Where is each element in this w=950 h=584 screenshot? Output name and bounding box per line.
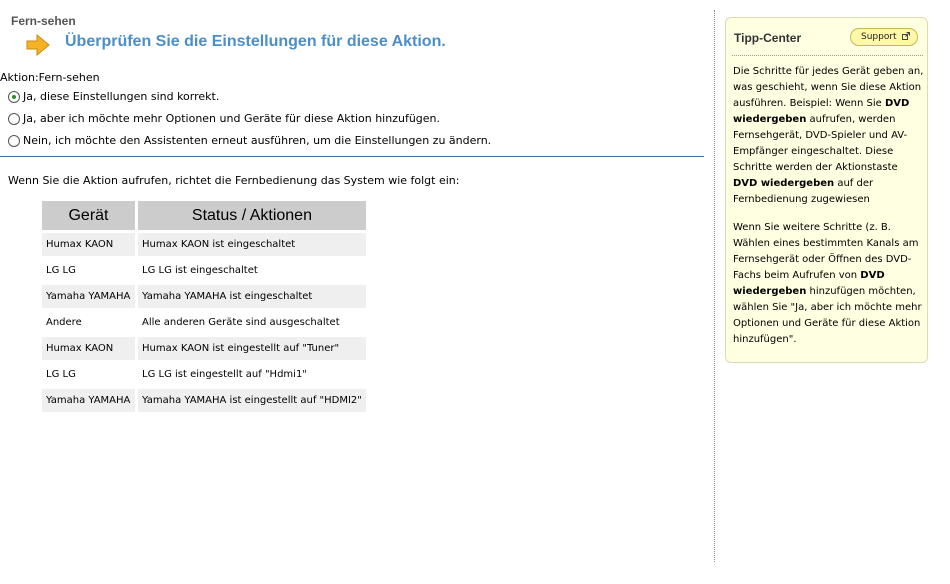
- tip-text: Die Schritte für jedes Gerät geben an, was geschieht, wenn Sie diese Aktion ausführen. Beispiel: Wenn Sie: [733, 66, 924, 109]
- status-cell: Yamaha YAMAHA ist eingeschaltet: [138, 285, 366, 308]
- device-cell: Humax KAON: [42, 233, 135, 256]
- option-add-more[interactable]: [8, 112, 440, 125]
- radio-rerun-wizard[interactable]: [8, 135, 20, 147]
- status-cell: Alle anderen Geräte sind ausgeschaltet: [138, 311, 366, 334]
- tip-text: Wenn Sie weitere Schritte (z. B. Wählen eines bestimmten Kanals am Fernsehgerät oder Öffnen des DVD-Fachs beim Aufrufen von: [733, 222, 919, 281]
- external-link-icon: [902, 32, 910, 40]
- radio-add-more[interactable]: [8, 113, 20, 125]
- support-button-label: Support: [861, 32, 897, 42]
- device-cell: Humax KAON: [42, 337, 135, 360]
- tip-emphasis: DVD wiedergeben: [733, 270, 885, 297]
- breadcrumb: Fern-sehen: [11, 14, 76, 28]
- action-name: Aktion:Fern-sehen: [0, 71, 100, 84]
- tip-paragraph: [733, 64, 925, 208]
- device-cell: Andere: [42, 311, 135, 334]
- device-cell: Yamaha YAMAHA: [42, 389, 135, 412]
- status-cell: LG LG ist eingeschaltet: [138, 259, 366, 282]
- table-row: [42, 337, 366, 360]
- table-row: [42, 363, 366, 386]
- table-row: [42, 259, 366, 282]
- table-row: [42, 389, 366, 412]
- arrow-right-icon: [26, 34, 50, 56]
- option-rerun-wizard-label: Nein, ich möchte den Assistenten erneut ausführen, um die Einstellungen zu ändern.: [23, 134, 492, 147]
- page-title: Überprüfen Sie die Einstellungen für diese Aktion.: [65, 33, 446, 50]
- status-cell: Humax KAON ist eingeschaltet: [138, 233, 366, 256]
- table-row: [42, 233, 366, 256]
- table-row: [42, 311, 366, 334]
- section-divider: [0, 156, 704, 157]
- tip-center-body: [733, 64, 925, 360]
- option-correct[interactable]: [8, 90, 219, 103]
- table-header-row: [42, 201, 366, 230]
- table-row: [42, 285, 366, 308]
- radio-correct[interactable]: [8, 91, 20, 103]
- option-add-more-label: Ja, aber ich möchte mehr Optionen und Geräte für diese Aktion hinzufügen.: [23, 112, 441, 125]
- tip-center-title: Tipp-Center: [734, 31, 802, 45]
- tip-emphasis: DVD wiedergeben: [733, 178, 835, 189]
- device-cell: Yamaha YAMAHA: [42, 285, 135, 308]
- intro-text: Wenn Sie die Aktion aufrufen, richtet die Fernbedienung das System wie folgt ein:: [8, 174, 460, 187]
- tip-text: hinzufügen möchten, wählen Sie "Ja, aber ich möchte mehr Optionen und Geräte für diese Aktion hinzufügen".: [733, 286, 922, 345]
- tip-center-panel: [725, 17, 928, 363]
- vertical-divider: [714, 10, 715, 562]
- option-correct-label: Ja, diese Einstellungen sind korrekt.: [23, 90, 220, 103]
- tip-paragraph: [733, 220, 925, 348]
- settings-table: [39, 198, 369, 415]
- support-button[interactable]: [850, 28, 918, 46]
- option-rerun-wizard[interactable]: [8, 134, 491, 147]
- device-cell: LG LG: [42, 363, 135, 386]
- status-cell: LG LG ist eingestellt auf "Hdmi1": [138, 363, 366, 386]
- tip-text: auf der Fernbedienung zugewiesen: [733, 178, 874, 205]
- tip-text: aufrufen, werden Fernsehgerät, DVD-Spieler und AV-Empfänger eingeschaltet. Diese Schritte werden der Aktionstaste: [733, 114, 908, 173]
- tip-emphasis: DVD wiedergeben: [733, 98, 910, 125]
- status-cell: Humax KAON ist eingestellt auf "Tuner": [138, 337, 366, 360]
- column-header-device: Gerät: [42, 201, 135, 230]
- tip-center-separator: [732, 55, 923, 56]
- column-header-status: Status / Aktionen: [138, 201, 366, 230]
- status-cell: Yamaha YAMAHA ist eingestellt auf "HDMI2": [138, 389, 366, 412]
- device-cell: LG LG: [42, 259, 135, 282]
